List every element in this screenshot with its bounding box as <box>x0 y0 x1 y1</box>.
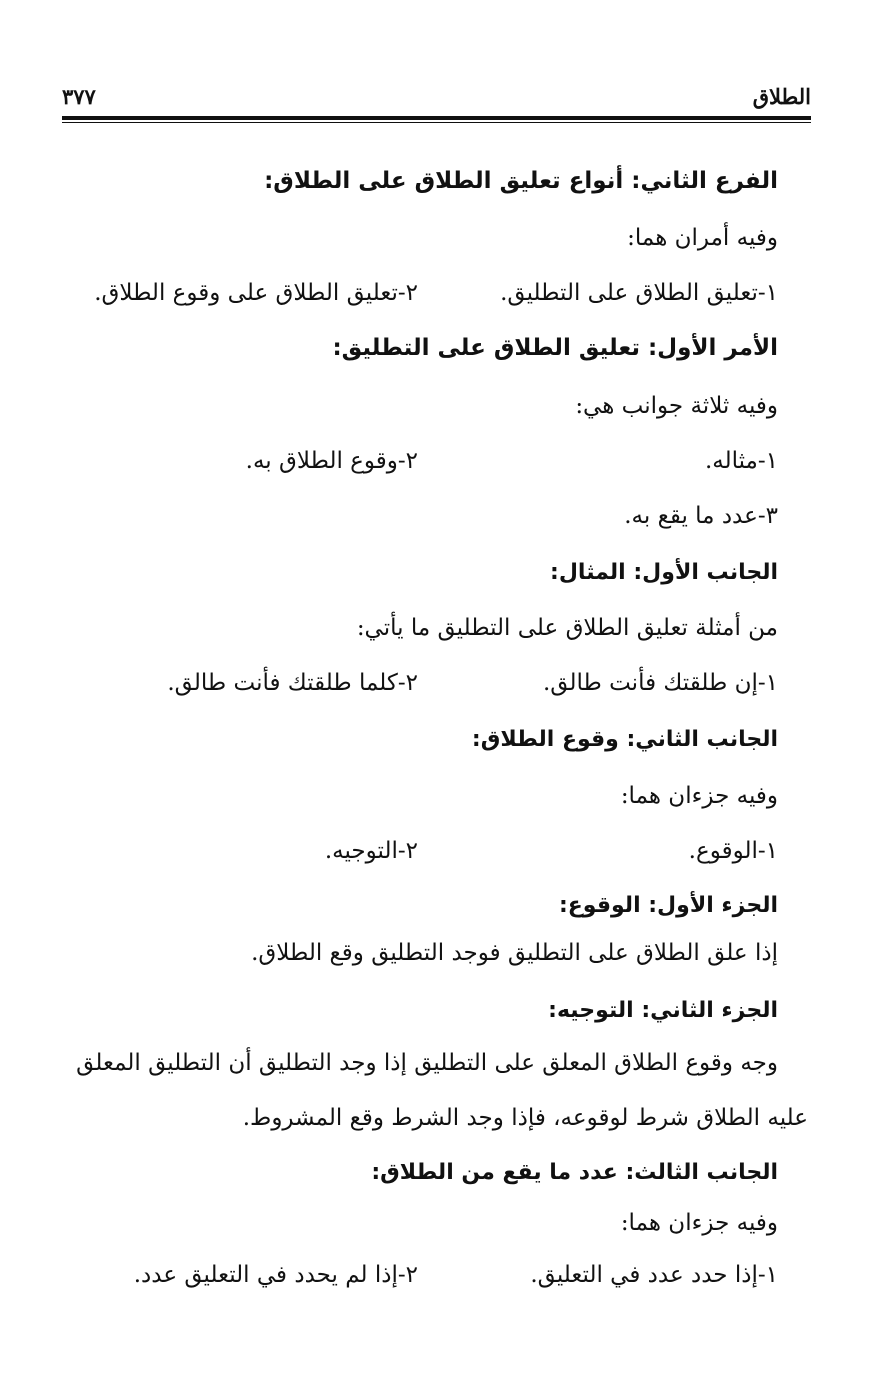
aspect2-heading: الجانب الثاني: وقوع الطلاق: <box>471 727 778 752</box>
aspect-item-1: ١-مثاله. <box>704 448 778 474</box>
part-items-row <box>60 838 778 874</box>
part2-text-line-1: وجه وقوع الطلاق المعلق على التطليق إذا وجد التطليق أن التطليق المعلق <box>76 1050 778 1076</box>
aspect3-heading: الجانب الثالث: عدد ما يقع من الطلاق: <box>371 1160 778 1185</box>
running-header-title: الطلاق <box>752 84 811 109</box>
aspect-item-2: ٢-وقوع الطلاق به. <box>245 448 418 474</box>
part1-heading: الجزء الأول: الوقوع: <box>558 893 778 918</box>
count-item-1: ١-إذا حدد عدد في التعليق. <box>530 1262 778 1288</box>
example-1: ١-إن طلقتك فأنت طالق. <box>542 670 778 696</box>
aspect1-intro: من أمثلة تعليق الطلاق على التطليق ما يأتي: <box>356 615 778 641</box>
branch-items-row <box>60 280 778 316</box>
example-2: ٢-كلما طلقتك فأنت طالق. <box>167 670 418 696</box>
branch-item-2: ٢-تعليق الطلاق على وقوع الطلاق. <box>94 280 418 306</box>
aspect2-intro: وفيه جزءان هما: <box>620 783 778 809</box>
part-item-1: ١-الوقوع. <box>688 838 778 864</box>
page-number: ٣٧٧ <box>62 84 96 109</box>
aspect-item-3: ٣-عدد ما يقع به. <box>624 503 778 529</box>
first-matter-heading: الأمر الأول: تعليق الطلاق على التطليق: <box>332 335 778 361</box>
count-items-row <box>60 1262 778 1298</box>
part2-text-line-2: عليه الطلاق شرط لوقوعه، فإذا وجد الشرط وقع المشروط. <box>242 1105 808 1131</box>
aspect3-intro: وفيه جزءان هما: <box>620 1210 778 1236</box>
branch-heading: الفرع الثاني: أنواع تعليق الطلاق على الطلاق: <box>264 168 778 194</box>
aspect-items-row <box>60 448 778 484</box>
branch-intro: وفيه أمران هما: <box>627 225 778 251</box>
part2-heading: الجزء الثاني: التوجيه: <box>548 998 778 1023</box>
aspect1-heading: الجانب الأول: المثال: <box>550 560 778 585</box>
part-item-2: ٢-التوجيه. <box>324 838 418 864</box>
part1-text: إذا علق الطلاق على التطليق فوجد التطليق وقع الطلاق. <box>251 940 778 966</box>
header-rule-thick <box>62 116 811 120</box>
count-item-2: ٢-إذا لم يحدد في التعليق عدد. <box>133 1262 418 1288</box>
examples-row <box>60 670 778 706</box>
header-rule-thin <box>62 122 811 123</box>
branch-item-1: ١-تعليق الطلاق على التطليق. <box>500 280 778 306</box>
page-header <box>62 84 811 124</box>
first-matter-intro: وفيه ثلاثة جوانب هي: <box>575 393 778 419</box>
